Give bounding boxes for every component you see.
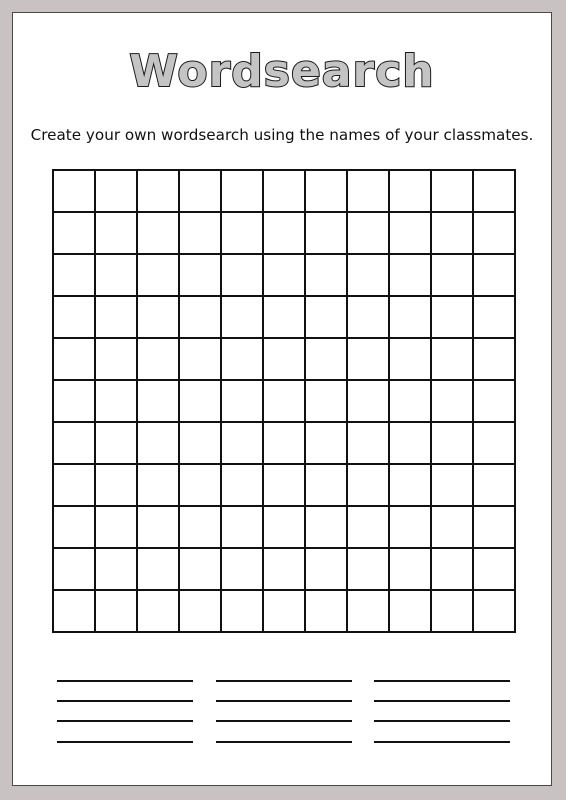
grid-cell[interactable] (138, 591, 180, 633)
grid-cell[interactable] (222, 213, 264, 255)
grid-cell[interactable] (138, 465, 180, 507)
answer-line[interactable] (374, 680, 510, 682)
grid-cell[interactable] (264, 423, 306, 465)
grid-cell[interactable] (432, 549, 474, 591)
answer-line[interactable] (216, 700, 352, 702)
grid-cell[interactable] (390, 171, 432, 213)
grid-cell[interactable] (474, 213, 516, 255)
grid-cell[interactable] (180, 381, 222, 423)
grid-cell[interactable] (264, 507, 306, 549)
answer-line[interactable] (216, 680, 352, 682)
grid-cell[interactable] (306, 297, 348, 339)
grid-cell[interactable] (474, 297, 516, 339)
grid-cell[interactable] (348, 297, 390, 339)
grid-cell[interactable] (432, 591, 474, 633)
grid-cell[interactable] (390, 465, 432, 507)
grid-cell[interactable] (474, 507, 516, 549)
grid-cell[interactable] (348, 255, 390, 297)
grid-cell[interactable] (180, 171, 222, 213)
grid-cell[interactable] (390, 381, 432, 423)
grid-cell[interactable] (54, 507, 96, 549)
grid-cell[interactable] (390, 549, 432, 591)
grid-cell[interactable] (348, 339, 390, 381)
grid-cell[interactable] (180, 591, 222, 633)
grid-cell[interactable] (474, 591, 516, 633)
grid-cell[interactable] (264, 465, 306, 507)
grid-cell[interactable] (432, 423, 474, 465)
grid-cell[interactable] (180, 549, 222, 591)
grid-cell[interactable] (306, 465, 348, 507)
grid-cell[interactable] (306, 549, 348, 591)
grid-cell[interactable] (306, 381, 348, 423)
grid-cell[interactable] (264, 171, 306, 213)
grid-cell[interactable] (390, 507, 432, 549)
grid-cell[interactable] (432, 297, 474, 339)
grid-cell[interactable] (138, 549, 180, 591)
grid-cell[interactable] (474, 255, 516, 297)
grid-cell[interactable] (348, 465, 390, 507)
grid-cell[interactable] (390, 213, 432, 255)
grid-cell[interactable] (222, 507, 264, 549)
grid-cell[interactable] (54, 465, 96, 507)
grid-cell[interactable] (96, 423, 138, 465)
grid-cell[interactable] (180, 213, 222, 255)
grid-cell[interactable] (180, 297, 222, 339)
answer-line[interactable] (374, 720, 510, 722)
grid-cell[interactable] (432, 465, 474, 507)
grid-cell[interactable] (474, 549, 516, 591)
grid-cell[interactable] (264, 339, 306, 381)
grid-cell[interactable] (264, 255, 306, 297)
grid-cell[interactable] (390, 255, 432, 297)
answer-line[interactable] (216, 720, 352, 722)
grid-cell[interactable] (432, 255, 474, 297)
grid-cell[interactable] (264, 213, 306, 255)
grid-cell[interactable] (348, 591, 390, 633)
grid-cell[interactable] (474, 171, 516, 213)
answer-line[interactable] (374, 700, 510, 702)
grid-cell[interactable] (54, 339, 96, 381)
grid-cell[interactable] (348, 213, 390, 255)
grid-cell[interactable] (348, 381, 390, 423)
grid-cell[interactable] (390, 423, 432, 465)
grid-cell[interactable] (96, 339, 138, 381)
worksheet-page (12, 12, 552, 786)
grid-cell[interactable] (348, 171, 390, 213)
grid-cell[interactable] (264, 549, 306, 591)
grid-cell[interactable] (96, 549, 138, 591)
grid-cell[interactable] (180, 255, 222, 297)
grid-cell[interactable] (348, 423, 390, 465)
grid-cell[interactable] (348, 549, 390, 591)
grid-cell[interactable] (390, 591, 432, 633)
grid-cell[interactable] (222, 465, 264, 507)
grid-cell[interactable] (54, 213, 96, 255)
grid-cell[interactable] (432, 507, 474, 549)
grid-cell[interactable] (96, 213, 138, 255)
grid-cell[interactable] (432, 213, 474, 255)
answer-line[interactable] (57, 680, 193, 682)
grid-cell[interactable] (180, 465, 222, 507)
grid-cell[interactable] (306, 507, 348, 549)
grid-cell[interactable] (138, 339, 180, 381)
wordsearch-grid (52, 169, 516, 633)
grid-cell[interactable] (390, 297, 432, 339)
grid-cell[interactable] (264, 381, 306, 423)
grid-cell[interactable] (474, 339, 516, 381)
grid-cell[interactable] (96, 507, 138, 549)
grid-cell[interactable] (474, 465, 516, 507)
grid-cell[interactable] (306, 423, 348, 465)
grid-cell[interactable] (306, 255, 348, 297)
grid-cell[interactable] (222, 591, 264, 633)
grid-cell[interactable] (432, 171, 474, 213)
grid-cell[interactable] (222, 339, 264, 381)
grid-cell[interactable] (432, 381, 474, 423)
grid-cell[interactable] (96, 465, 138, 507)
grid-cell[interactable] (222, 549, 264, 591)
grid-cell[interactable] (222, 171, 264, 213)
grid-cell[interactable] (306, 339, 348, 381)
grid-cell[interactable] (348, 507, 390, 549)
grid-cell[interactable] (222, 423, 264, 465)
grid-cell[interactable] (138, 381, 180, 423)
grid-cell[interactable] (306, 591, 348, 633)
grid-cell[interactable] (264, 591, 306, 633)
grid-cell[interactable] (474, 381, 516, 423)
grid-cell[interactable] (138, 423, 180, 465)
grid-cell[interactable] (54, 171, 96, 213)
answer-line[interactable] (57, 700, 193, 702)
grid-cell[interactable] (138, 507, 180, 549)
grid-cell[interactable] (54, 255, 96, 297)
grid-cell[interactable] (96, 591, 138, 633)
grid-cell[interactable] (474, 423, 516, 465)
grid-cell[interactable] (222, 255, 264, 297)
grid-cell[interactable] (54, 381, 96, 423)
grid-cell[interactable] (180, 423, 222, 465)
grid-cell[interactable] (54, 591, 96, 633)
grid-cell[interactable] (96, 381, 138, 423)
grid-cell[interactable] (54, 549, 96, 591)
answer-line[interactable] (57, 720, 193, 722)
grid-cell[interactable] (306, 213, 348, 255)
grid-cell[interactable] (222, 297, 264, 339)
answer-line[interactable] (216, 741, 352, 743)
grid-cell[interactable] (138, 213, 180, 255)
grid-cell[interactable] (264, 297, 306, 339)
grid-cell[interactable] (96, 297, 138, 339)
grid-cell[interactable] (222, 381, 264, 423)
page-title: Wordsearch (129, 46, 435, 97)
grid-cell[interactable] (306, 171, 348, 213)
grid-cell[interactable] (54, 423, 96, 465)
grid-cell[interactable] (180, 339, 222, 381)
answer-line[interactable] (57, 741, 193, 743)
grid-cell[interactable] (138, 255, 180, 297)
grid-cell[interactable] (54, 297, 96, 339)
grid-cell[interactable] (96, 171, 138, 213)
grid-cell[interactable] (138, 297, 180, 339)
grid-cell[interactable] (432, 339, 474, 381)
grid-cell[interactable] (138, 171, 180, 213)
grid-cell[interactable] (96, 255, 138, 297)
instructions-text: Create your own wordsearch using the names of your classmates. (30, 126, 534, 144)
grid-cell[interactable] (180, 507, 222, 549)
answer-line[interactable] (374, 741, 510, 743)
grid-cell[interactable] (390, 339, 432, 381)
